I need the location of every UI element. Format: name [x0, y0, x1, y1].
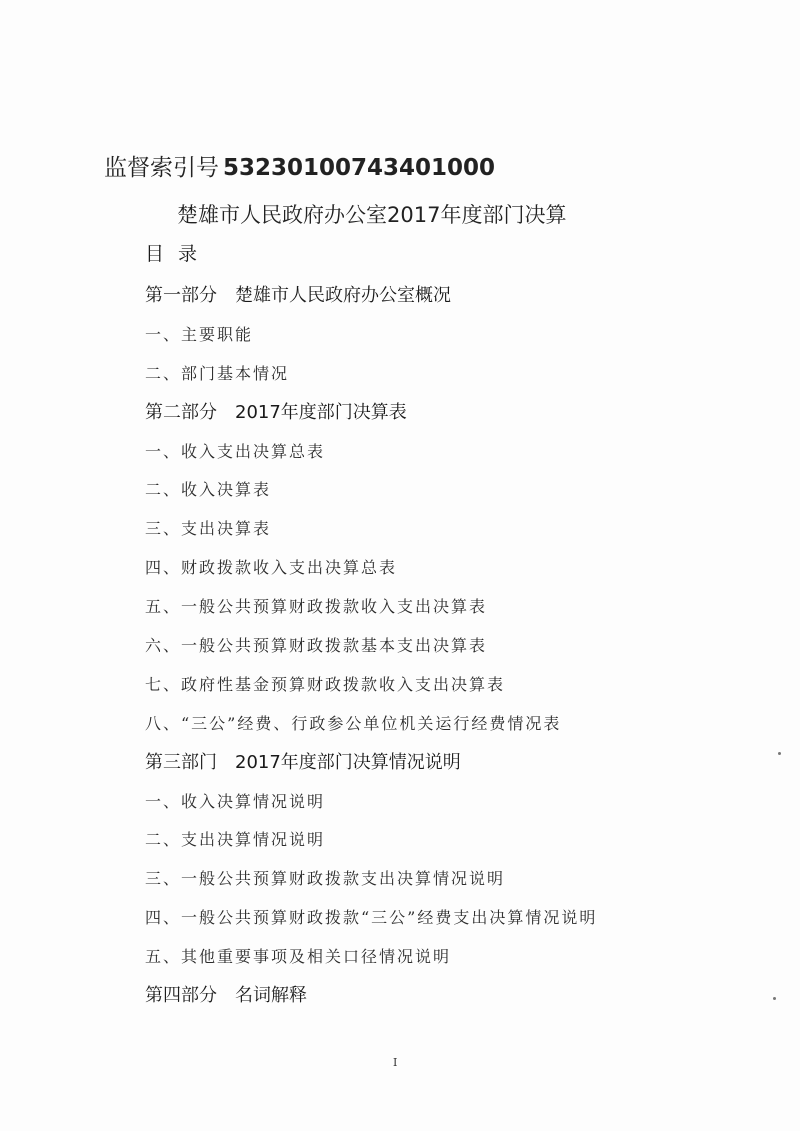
toc-part-title: 2017年度部门决算表 — [235, 401, 407, 423]
toc-part-label: 第一部分 — [145, 285, 217, 306]
toc-part-heading — [145, 394, 765, 433]
toc-item: 一、收入支出决算总表 — [145, 441, 326, 461]
scan-speck — [773, 997, 776, 1000]
toc-part-heading — [145, 977, 765, 1016]
toc-list — [145, 277, 765, 1016]
toc-part-heading — [145, 277, 765, 316]
toc-part-heading — [145, 744, 765, 783]
supervision-index-number: 53230100743401000 — [223, 155, 496, 181]
toc-part-title: 2017年度部门决算情况说明 — [235, 751, 461, 773]
toc-item: 五、其他重要事项及相关口径情况说明 — [145, 947, 452, 967]
toc-item: 三、一般公共预算财政拨款支出决算情况说明 — [145, 869, 506, 889]
toc-item: 七、政府性基金预算财政拨款收入支出决算表 — [145, 674, 506, 694]
toc-item: 一、收入决算情况说明 — [145, 791, 326, 811]
toc-item: 八、“三公”经费、行政参公单位机关运行经费情况表 — [145, 713, 562, 733]
document-title: 楚雄市人民政府办公室2017年度部门决算 — [177, 203, 567, 227]
toc-item: 五、一般公共预算财政拨款收入支出决算表 — [145, 597, 488, 617]
scan-speck — [778, 752, 781, 755]
toc-item: 一、主要职能 — [145, 324, 254, 344]
toc-part-title: 名词解释 — [235, 985, 307, 1007]
toc-item: 二、收入决算表 — [145, 480, 272, 500]
toc-part-title: 楚雄市人民政府办公室概况 — [235, 285, 451, 306]
toc-part-label: 第四部分 — [145, 985, 217, 1007]
supervision-index-label: 监督索引号 — [104, 155, 219, 181]
page-number: I — [393, 1056, 398, 1069]
supervision-index-line — [104, 150, 495, 186]
toc-item: 三、支出决算表 — [145, 519, 272, 539]
toc-item: 四、财政拨款收入支出决算总表 — [145, 558, 398, 578]
toc-item: 二、部门基本情况 — [145, 363, 290, 383]
toc-part-label: 第二部分 — [145, 401, 217, 423]
toc-heading: 目录 — [145, 243, 212, 265]
toc-item: 六、一般公共预算财政拨款基本支出决算表 — [145, 636, 488, 656]
toc-item: 四、一般公共预算财政拨款“三公”经费支出决算情况说明 — [145, 908, 598, 928]
toc-item: 二、支出决算情况说明 — [145, 830, 326, 850]
toc-part-label: 第三部门 — [145, 751, 217, 773]
